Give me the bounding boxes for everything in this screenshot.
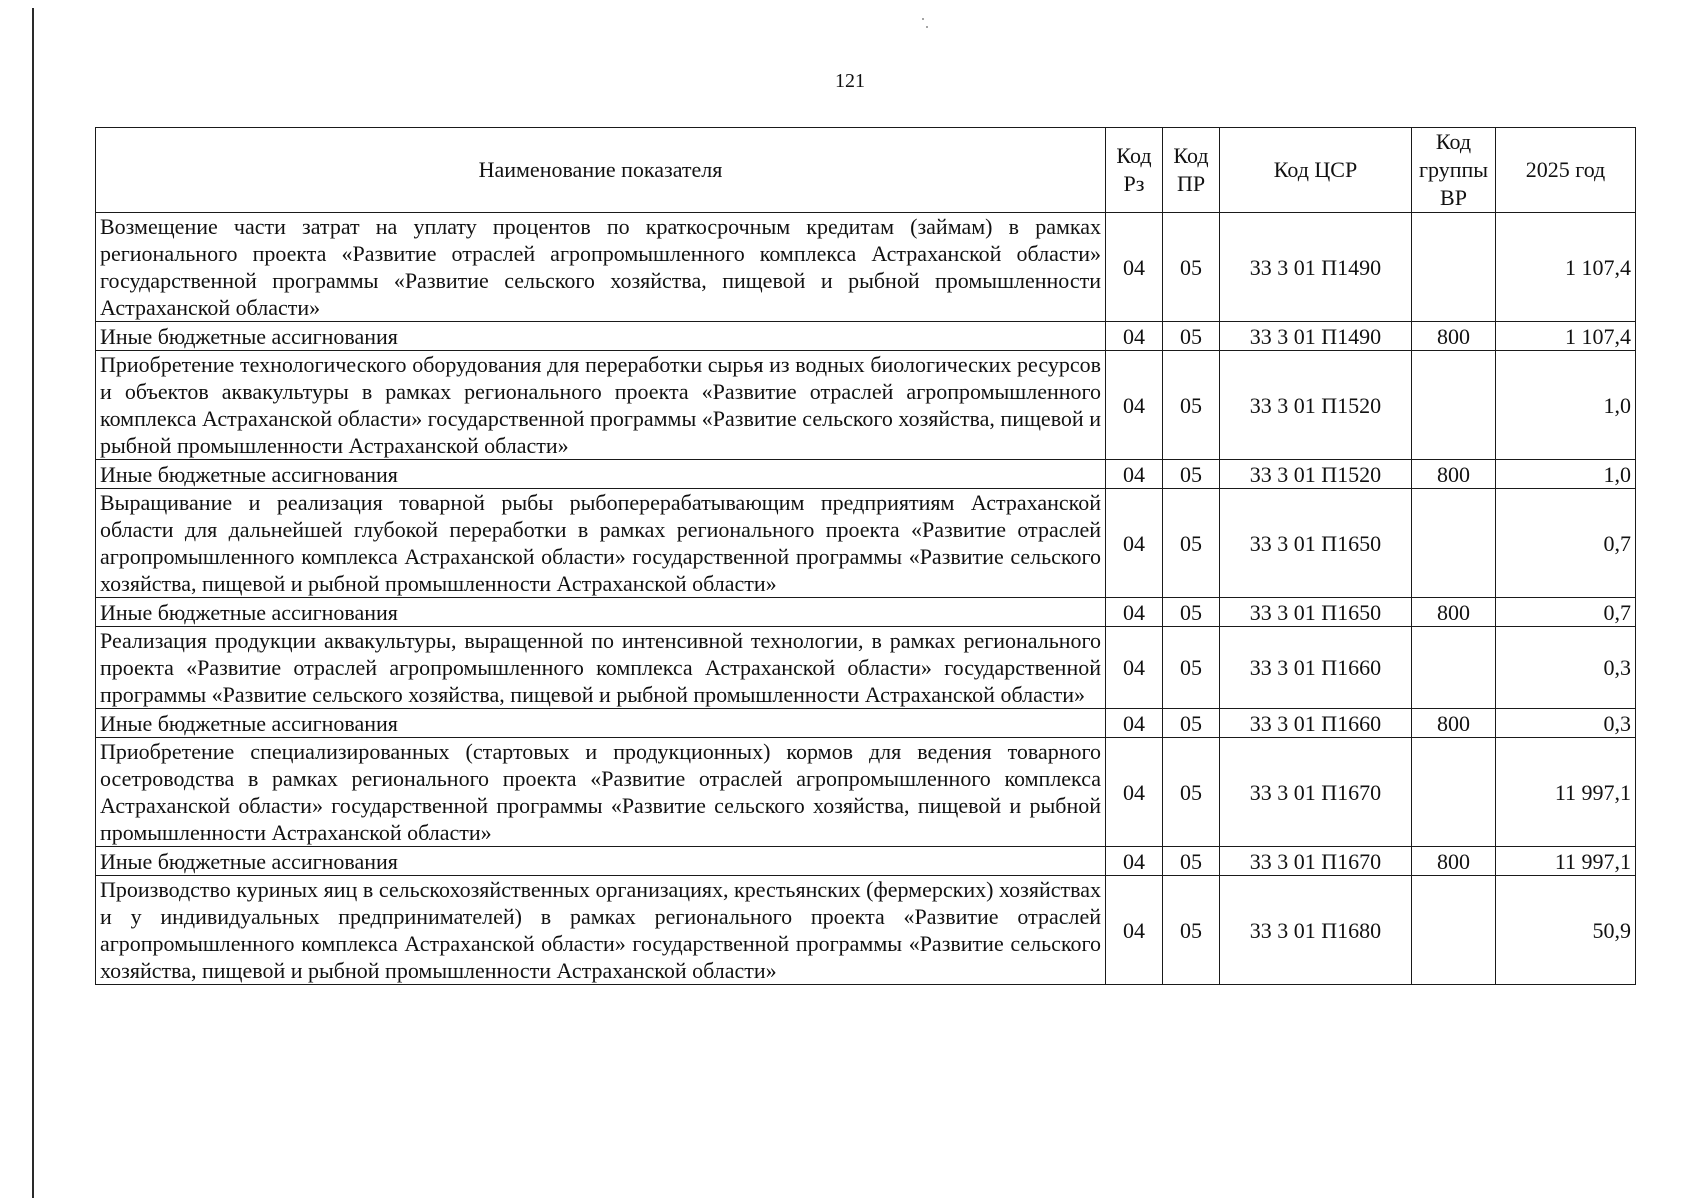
table-row	[96, 627, 1636, 709]
table-row	[96, 322, 1636, 351]
cell-rz: 04	[1106, 598, 1163, 627]
cell-vr	[1412, 351, 1496, 460]
cell-vr	[1412, 213, 1496, 322]
cell-pr: 05	[1163, 213, 1220, 322]
cell-csr: 33 3 01 П1650	[1220, 598, 1412, 627]
cell-amount: 1 107,4	[1496, 322, 1636, 351]
cell-csr: 33 3 01 П1490	[1220, 213, 1412, 322]
cell-csr: 33 3 01 П1650	[1220, 489, 1412, 598]
header-csr: Код ЦСР	[1220, 128, 1412, 213]
cell-amount: 11 997,1	[1496, 847, 1636, 876]
cell-name: Иные бюджетные ассигнования	[96, 598, 1106, 627]
cell-amount: 0,3	[1496, 709, 1636, 738]
cell-amount: 50,9	[1496, 876, 1636, 985]
header-rz: Код Рз	[1106, 128, 1163, 213]
cell-amount: 0,3	[1496, 627, 1636, 709]
cell-csr: 33 3 01 П1520	[1220, 351, 1412, 460]
budget-table	[95, 127, 1636, 985]
scan-speck	[922, 18, 924, 20]
table-row	[96, 598, 1636, 627]
cell-csr: 33 3 01 П1490	[1220, 322, 1412, 351]
cell-rz: 04	[1106, 627, 1163, 709]
cell-amount: 1 107,4	[1496, 213, 1636, 322]
cell-name: Иные бюджетные ассигнования	[96, 460, 1106, 489]
cell-vr	[1412, 489, 1496, 598]
cell-pr: 05	[1163, 709, 1220, 738]
page-number: 121	[835, 70, 865, 92]
cell-name: Реализация продукции аквакультуры, выращенной по интенсивной технологии, в рамках регионального проекта «Развитие отраслей агропромышленного комплекса Астраханской области» государственной программы «Развитие сельского хозяйства, пищевой и рыбной промышленности Астраханской области»	[96, 627, 1106, 709]
binding-margin-line	[32, 8, 34, 1198]
table-header-row	[96, 128, 1636, 213]
cell-name: Иные бюджетные ассигнования	[96, 847, 1106, 876]
cell-amount: 1,0	[1496, 351, 1636, 460]
header-pr: Код ПР	[1163, 128, 1220, 213]
cell-pr: 05	[1163, 627, 1220, 709]
table-row	[96, 351, 1636, 460]
header-name: Наименование показателя	[96, 128, 1106, 213]
cell-vr: 800	[1412, 460, 1496, 489]
cell-rz: 04	[1106, 213, 1163, 322]
cell-rz: 04	[1106, 489, 1163, 598]
cell-pr: 05	[1163, 460, 1220, 489]
cell-pr: 05	[1163, 351, 1220, 460]
cell-pr: 05	[1163, 489, 1220, 598]
cell-csr: 33 3 01 П1680	[1220, 876, 1412, 985]
cell-vr: 800	[1412, 322, 1496, 351]
cell-rz: 04	[1106, 351, 1163, 460]
cell-pr: 05	[1163, 876, 1220, 985]
table-row	[96, 738, 1636, 847]
cell-pr: 05	[1163, 322, 1220, 351]
header-year: 2025 год	[1496, 128, 1636, 213]
cell-csr: 33 3 01 П1670	[1220, 738, 1412, 847]
cell-name: Иные бюджетные ассигнования	[96, 322, 1106, 351]
cell-rz: 04	[1106, 847, 1163, 876]
cell-rz: 04	[1106, 876, 1163, 985]
cell-csr: 33 3 01 П1670	[1220, 847, 1412, 876]
cell-pr: 05	[1163, 847, 1220, 876]
cell-name: Производство куриных яиц в сельскохозяйственных организациях, крестьянских (фермерских) хозяйствах и у индивидуальных предпринимателей) в рамках регионального проекта «Развитие отраслей агропромышленного комплекса Астраханской области» государственной программы «Развитие сельского хозяйства, пищевой и рыбной промышленности Астраханской области»	[96, 876, 1106, 985]
cell-amount: 1,0	[1496, 460, 1636, 489]
cell-rz: 04	[1106, 738, 1163, 847]
cell-csr: 33 3 01 П1520	[1220, 460, 1412, 489]
cell-csr: 33 3 01 П1660	[1220, 709, 1412, 738]
cell-csr: 33 3 01 П1660	[1220, 627, 1412, 709]
header-vr: Код группы ВР	[1412, 128, 1496, 213]
cell-name: Приобретение технологического оборудования для переработки сырья из водных биологических ресурсов и объектов аквакультуры в рамках регионального проекта «Развитие отраслей агропромышленного комплекса Астраханской области» государственной программы «Развитие сельского хозяйства, пищевой и рыбной промышленности Астраханской области»	[96, 351, 1106, 460]
table-row	[96, 213, 1636, 322]
table-row	[96, 847, 1636, 876]
cell-amount: 0,7	[1496, 598, 1636, 627]
cell-name: Приобретение специализированных (стартовых и продукционных) кормов для ведения товарного осетроводства в рамках регионального проекта «Развитие отраслей агропромышленного комплекса Астраханской области» государственной программы «Развитие сельского хозяйства, пищевой и рыбной промышленности Астраханской области»	[96, 738, 1106, 847]
cell-vr	[1412, 738, 1496, 847]
cell-rz: 04	[1106, 709, 1163, 738]
table-row	[96, 460, 1636, 489]
cell-vr: 800	[1412, 709, 1496, 738]
cell-name: Иные бюджетные ассигнования	[96, 709, 1106, 738]
cell-rz: 04	[1106, 460, 1163, 489]
table-row	[96, 709, 1636, 738]
cell-vr	[1412, 627, 1496, 709]
cell-vr: 800	[1412, 847, 1496, 876]
cell-rz: 04	[1106, 322, 1163, 351]
cell-amount: 0,7	[1496, 489, 1636, 598]
cell-name: Возмещение части затрат на уплату процентов по краткосрочным кредитам (займам) в рамках регионального проекта «Развитие отраслей агропромышленного комплекса Астраханской области» государственной программы «Развитие сельского хозяйства, пищевой и рыбной промышленности Астраханской области»	[96, 213, 1106, 322]
cell-pr: 05	[1163, 738, 1220, 847]
cell-amount: 11 997,1	[1496, 738, 1636, 847]
table-row	[96, 876, 1636, 985]
table-row	[96, 489, 1636, 598]
cell-name: Выращивание и реализация товарной рыбы рыбоперерабатывающим предприятиям Астраханской области для дальнейшей глубокой переработки в рамках регионального проекта «Развитие отраслей агропромышленного комплекса Астраханской области» государственной программы «Развитие сельского хозяйства, пищевой и рыбной промышленности Астраханской области»	[96, 489, 1106, 598]
cell-pr: 05	[1163, 598, 1220, 627]
scan-speck	[926, 26, 928, 28]
cell-vr: 800	[1412, 598, 1496, 627]
cell-vr	[1412, 876, 1496, 985]
